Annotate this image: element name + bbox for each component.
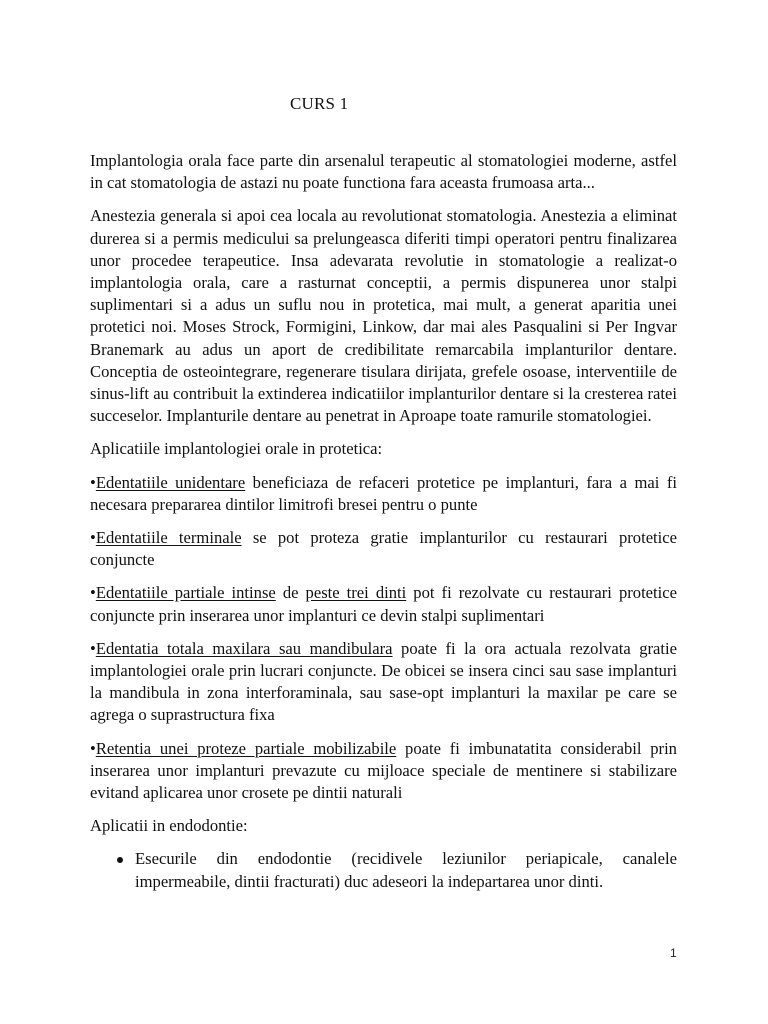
list-item [90,738,677,805]
item-term: Edentatiile partiale intinse [95,583,276,603]
item-term: Edentatia totala maxilara sau mandibulara [95,638,393,658]
item-term: Edentatiile terminale [95,528,242,548]
item-term-secondary: peste trei dinti [305,583,407,603]
item-text: poate fi la ora actuala rezolvata gratie implantologiei orale prin lucrari conjuncte. De obicei se insera cinci sau sase implanturi la mandibula in zona interforaminala, sau sase-opt implanturi la maxilar pe care se agrega o suprastructura fixa [90,638,677,725]
endodontics-heading: Aplicatii in endodontie: [90,816,248,836]
list-item [90,638,677,727]
bullet-mark: • [90,738,96,758]
item-text: poate fi imbunatatita considerabil prin inserarea unor implanturi prevazute cu mijloace speciale de mentinere si stabilizare evitand aplicarea unor crosete pe dintii naturali [90,738,677,803]
item-text: beneficiaza de refaceri protetice pe implanturi, fara a mai fi necesara prepararea dintilor limitrofi bresei pentru o punte [90,472,677,514]
item-connector: de [275,583,306,603]
bullet-mark: • [90,638,96,658]
bullet-mark: • [90,528,96,548]
list-item [90,582,677,626]
item-term: Retentia unei proteze partiale mobilizabile [95,738,397,758]
intro-paragraph: Implantologia orala face parte din arsenalul terapeutic al stomatologiei moderne, astfel in cat stomatologia de astazi nu poate functiona fara aceasta frumoasa arta... [90,151,677,193]
page-title: CURS 1 [290,94,349,113]
bullet-dot-icon [117,857,123,863]
bullet-mark: • [90,472,96,492]
list-item [90,527,677,571]
endodontics-list [90,848,677,892]
item-text: Esecurile din endodontie (recidivele leziunilor periapicale, canalele impermeabile, dintii fracturati) duc adeseori la indepartarea unor dinti. [135,849,677,891]
item-text: se pot proteza gratie implanturilor cu restaurari protetice conjuncte [90,528,678,570]
anesthesia-paragraph: Anestezia generala si apoi cea locala au revolutionat stomatologia. Anestezia a eliminat durerea si a permis medicului sa prelungeasca diferiti timpi operatori pentru finalizarea unor procedee terapeutice. Insa adevarata revolutie in stomatologie a realizat-o implantologia orala, care a rasturnat conceptii, a permis dispunerea unor stalpi suplimentari si a adus un suflu nou in protetica, mai mult, a generat aparitia unei protetici noi. Moses Strock, Formigini, Linkow, dar mai ales Pasqualini si Per Ingvar Branemark au adus un aport de credibilitate remarcabila implanturilor dentare. Conceptia de osteointegrare, regenerare tisulara dirijata, grefele osoase, interventiile de sinus-lift au contribuit la extinderea indicatiilor implanturilor dentare si la cresterea ratei succeselor. Implanturile dentare au penetrat in Aproape toate ramurile stomatologiei. [90,206,677,426]
page-number: 1 [670,946,677,960]
list-item [90,472,677,516]
prosthetics-heading: Aplicatiile implantologiei orale in protetica: [90,439,383,459]
bullet-mark: • [90,583,96,603]
document-body [90,150,677,893]
item-term: Edentatiile unidentare [95,472,246,492]
list-item [90,848,677,892]
item-text: pot fi rezolvate cu restaurari protetice conjuncte prin inserarea unor implanturi ce devin stalpi suplimentari [90,583,677,625]
